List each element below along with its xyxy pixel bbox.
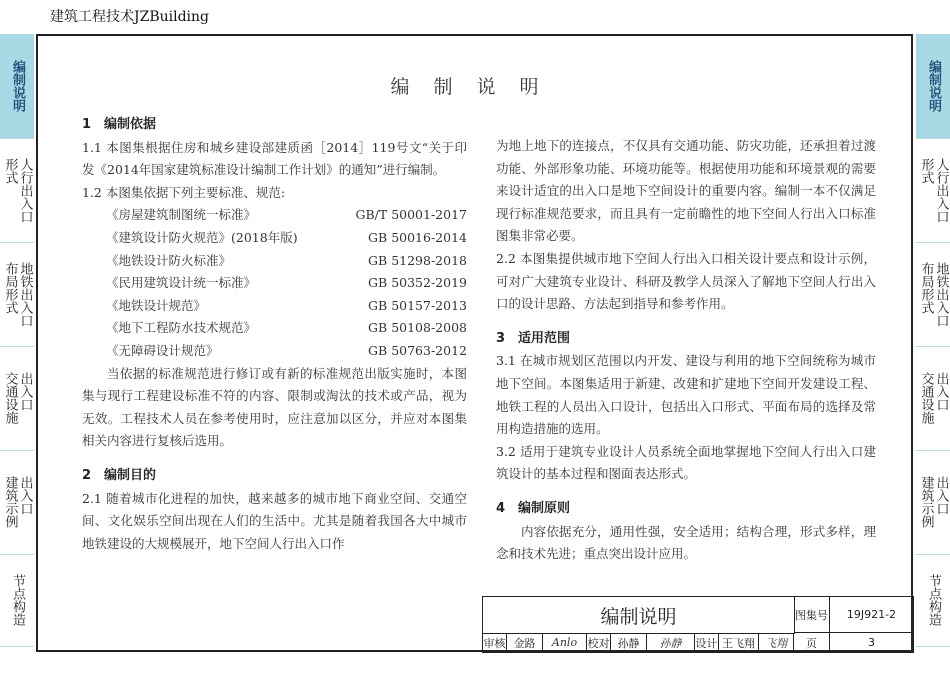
standard-item: 《房屋建筑制图统一标准》 GB/T 50001-2017 [106, 207, 467, 223]
section-4-text: 内容依据充分，通用性强，安全适用；结构合理，形式多样，理念和技术先进；重点突出设计应用。 [496, 523, 876, 562]
page-title: 编制说明 [390, 76, 563, 98]
standard-item: 《民用建筑设计统一标准》 GB 50352-2019 [106, 275, 467, 291]
section-2-1-text: 2.1 随着城市化进程的加快，越来越多的城市地下商业空间、交通空间、文化娱乐空间出现在人们的生活中。尤其是随着我国各大中城市地铁建设的大规模展开，地下空间人行出入口作 [82, 490, 467, 551]
page-number: 3 [830, 633, 914, 653]
section-2-2-text: 2.2 本图集提供城市地下空间人行出入口相关设计要点和设计示例，可对广大建筑专业设计、科研及教学人员深入了解地下空间人行出入口的设计思路、方法起到指导和参考作用。 [496, 250, 876, 312]
standard-item: 《地铁设计防火标准》 GB 51298-2018 [106, 252, 467, 268]
tab-entrance-form-left[interactable]: 人行出入口 形式 [0, 138, 34, 243]
section-1-1-text: 1.1 本图集根据住房和城乡建设部建质函［2014］119号文“关于印发《2014年国家建筑标准设计编制工作计划》的通知”进行编制。 [82, 139, 467, 178]
section-4-heading: 4 编制原则 [496, 500, 571, 516]
tab-metro-layout-left[interactable]: 地铁出入口 布局形式 [0, 242, 34, 347]
title-block [482, 596, 914, 653]
section-1-2-text: 1.2 本图集依据下列主要标准、规范: [82, 184, 286, 200]
standard-item: 《无障碍设计规范》 GB 50763-2012 [106, 342, 467, 358]
left-section-tabs [0, 34, 34, 646]
design-signature: 飞翔 [759, 633, 794, 653]
left-text-column [82, 114, 467, 555]
review-name: 金路 [507, 633, 543, 653]
check-name: 孙静 [611, 633, 647, 653]
standard-item: 《地铁设计规范》 GB 50157-2013 [106, 297, 467, 313]
section-2-1-continued-text: 为地上地下的连接点，不仅具有交通功能、防灾功能，还承担着过渡功能、外部形象功能、环境功能等。根据使用功能和环境景观的需要来设计适宜的出入口是地下空间设计的重要内容。编制一本不仅满足现行标准规范要求，而且具有一定前瞻性的地下空间人行出入口标准图集非常必要。 [496, 138, 876, 244]
tab-node-structure-left[interactable]: 节点构造 [0, 554, 34, 647]
review-signature: Anlo [543, 633, 587, 653]
check-signature: 孙静 [647, 633, 695, 653]
right-text-column [496, 135, 876, 566]
design-label: 设计 [695, 633, 719, 653]
right-section-tabs [916, 34, 950, 646]
tab-metro-layout-right[interactable]: 地铁出入口 布局形式 [916, 242, 950, 347]
section-2-heading: 2 编制目的 [82, 467, 157, 483]
section-3-heading: 3 适用范围 [496, 330, 571, 346]
tab-traffic-facility-left[interactable]: 出入口 交通设施 [0, 346, 34, 451]
design-name: 王飞翔 [719, 633, 759, 653]
tab-node-structure-right[interactable]: 节点构造 [916, 554, 950, 647]
page-label: 页 [794, 633, 830, 653]
drawing-frame [36, 34, 913, 652]
tab-entrance-form-right[interactable]: 人行出入口 形式 [916, 138, 950, 243]
atlas-number: 19J921-2 [830, 597, 914, 633]
section-3-1-text: 3.1 在城市规划区范围以内开发、建设与利用的地下空间统称为城市地下空间。本图集适用于新建、改建和扩建地下空间开发建设工程、地铁工程的人员出入口设计，包括出入口形式、平面布局的选择及常用构造措施的选用。 [496, 353, 876, 437]
tab-preface-right[interactable]: 编制说明 [916, 34, 950, 139]
tab-preface-left[interactable]: 编制说明 [0, 34, 34, 139]
standard-item: 《建筑设计防火规范》(2018年版) GB 50016-2014 [106, 229, 467, 245]
tab-building-example-right[interactable]: 出入口 建筑示例 [916, 450, 950, 555]
watermark-text: 建筑工程技术JZBuilding [50, 9, 210, 25]
atlas-number-label: 图集号 [794, 597, 830, 633]
check-label: 校对 [587, 633, 611, 653]
section-1-heading: 1 编制依据 [82, 117, 157, 132]
standard-item: 《地下工程防水技术规范》 GB 50108-2008 [106, 320, 467, 336]
review-label: 审核 [483, 633, 507, 653]
tab-building-example-left[interactable]: 出入口 建筑示例 [0, 450, 34, 555]
tab-traffic-facility-right[interactable]: 出入口 交通设施 [916, 346, 950, 451]
section-3-2-text: 3.2 适用于建筑专业设计人员系统全面地掌握地下空间人行出入口建筑设计的基本过程和图面表达形式。 [496, 443, 876, 482]
standards-list [82, 204, 467, 362]
section-1-note-text: 当依据的标准规范进行修订或有新的标准规范出版实施时，本图集与现行工程建设标准不符的内容、限制或淘汰的技术或产品，视为无效。工程技术人员在参考使用时，应注意加以区分，并应对本图集相关内容进行复核后选用。 [82, 365, 467, 449]
title-block-name: 编制说明 [483, 597, 795, 634]
